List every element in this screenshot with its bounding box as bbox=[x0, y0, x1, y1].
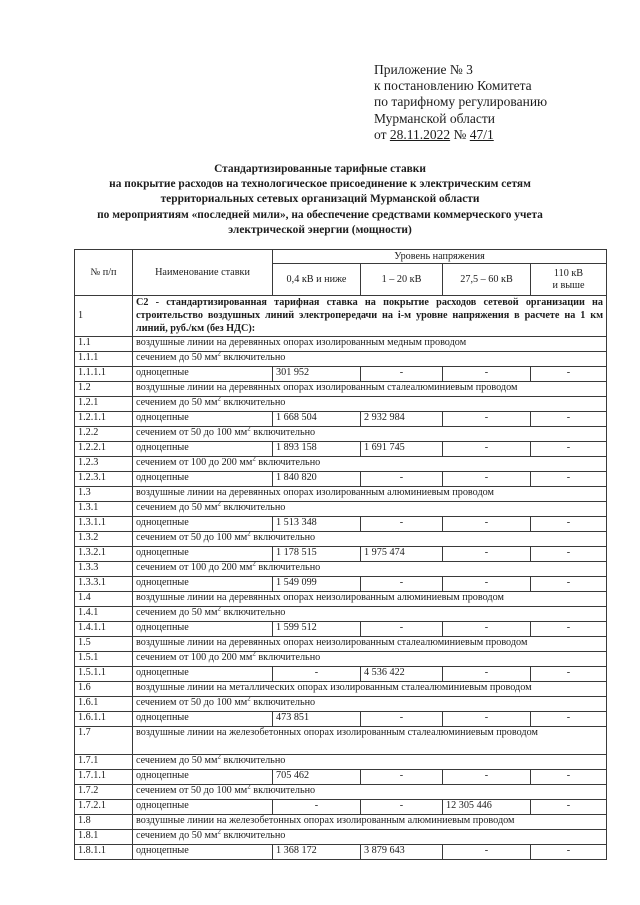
row-text bbox=[133, 785, 607, 800]
row-num: 1.4 bbox=[75, 592, 133, 607]
row-text-main: воздушные линии на деревянных опорах изолированным алюминиевым проводом bbox=[136, 487, 494, 498]
row-num: 1.8 bbox=[75, 815, 133, 830]
row-text-main: сечением до 50 мм bbox=[136, 397, 218, 408]
header-voltage-4-line-1: 110 кВ bbox=[553, 268, 584, 279]
row-value: - bbox=[531, 845, 607, 860]
table-row bbox=[75, 712, 607, 727]
section-row bbox=[75, 296, 607, 337]
row-text: одноцепные bbox=[133, 412, 273, 427]
table-row bbox=[75, 845, 607, 860]
unit-exponent: 2 bbox=[217, 396, 221, 403]
row-value: 1 668 504 bbox=[273, 412, 361, 427]
row-value: - bbox=[531, 367, 607, 382]
header-voltage-4 bbox=[531, 264, 607, 296]
header-voltage-2: 1 – 20 кВ bbox=[361, 264, 443, 296]
row-num: 1.3.2 bbox=[75, 532, 133, 547]
row-num: 1.2.3.1 bbox=[75, 472, 133, 487]
row-value: - bbox=[443, 547, 531, 562]
row-value: - bbox=[361, 800, 443, 815]
row-value: - bbox=[531, 517, 607, 532]
row-value: - bbox=[443, 770, 531, 785]
row-value: - bbox=[443, 412, 531, 427]
title-line-1: Стандартизированные тарифные ставки bbox=[214, 163, 426, 175]
row-text-main: сечением до 50 мм bbox=[136, 352, 218, 363]
row-text-main: сечением от 100 до 200 мм bbox=[136, 457, 253, 468]
row-text-main: воздушные линии на металлических опорах изолированным сталеалюминиевым проводом bbox=[136, 682, 532, 693]
row-text-tail: включительно bbox=[250, 785, 316, 796]
row-num: 1.6.1 bbox=[75, 697, 133, 712]
date-prefix: от bbox=[374, 126, 390, 142]
table-row bbox=[75, 800, 607, 815]
row-text bbox=[133, 830, 607, 845]
row-value: - bbox=[531, 412, 607, 427]
row-text-main: воздушные линии на железобетонных опорах изолированным сталеалюминиевым проводом bbox=[136, 727, 538, 738]
row-num: 1.2.1.1 bbox=[75, 412, 133, 427]
row-text bbox=[133, 755, 607, 770]
header-voltage-1: 0,4 кВ и ниже bbox=[273, 264, 361, 296]
row-value: 1 599 512 bbox=[273, 622, 361, 637]
table-row bbox=[75, 562, 607, 577]
appendix-line-3: по тарифному регулированию bbox=[374, 94, 548, 110]
appendix-line-1: Приложение № 3 bbox=[374, 62, 473, 77]
title-line-3: территориальных сетевых организаций Мурманской области bbox=[160, 193, 480, 206]
row-text: одноцепные bbox=[133, 517, 273, 532]
row-text: одноцепные bbox=[133, 667, 273, 682]
row-num: 1.1.1.1 bbox=[75, 367, 133, 382]
table-row bbox=[75, 785, 607, 800]
row-text-tail: включительно bbox=[220, 755, 286, 766]
row-text-tail: включительно bbox=[255, 652, 321, 663]
row-value: - bbox=[443, 667, 531, 682]
row-value: 1 368 172 bbox=[273, 845, 361, 860]
row-num: 1.5.1 bbox=[75, 652, 133, 667]
table-row bbox=[75, 352, 607, 367]
row-num: 1.5 bbox=[75, 637, 133, 652]
row-text bbox=[133, 697, 607, 712]
row-text-main: сечением до 50 мм bbox=[136, 830, 218, 841]
row-num: 1.2 bbox=[75, 382, 133, 397]
row-num: 1.1 bbox=[75, 337, 133, 352]
resolution-number: 47/1 bbox=[469, 126, 494, 142]
row-num: 1.2.1 bbox=[75, 397, 133, 412]
row-value: 1 975 474 bbox=[361, 547, 443, 562]
table-row bbox=[75, 697, 607, 712]
unit-exponent: 2 bbox=[217, 501, 221, 508]
row-num: 1.7.2.1 bbox=[75, 800, 133, 815]
unit-exponent: 2 bbox=[252, 456, 256, 463]
row-value: - bbox=[531, 712, 607, 727]
row-num: 1.3.1 bbox=[75, 502, 133, 517]
row-value: - bbox=[443, 367, 531, 382]
row-text-tail: включительно bbox=[220, 352, 286, 363]
header-num: № п/п bbox=[75, 250, 133, 296]
row-num: 1.2.3 bbox=[75, 457, 133, 472]
unit-exponent: 2 bbox=[252, 561, 256, 568]
title-line-2: на покрытие расходов на технологическое присоединение к электрическим сетям bbox=[109, 178, 531, 191]
title-line-4: по мероприятиям «последней мили», на обеспечение средствами коммерческого учета bbox=[97, 208, 543, 221]
row-text bbox=[133, 427, 607, 442]
row-value: 1 549 099 bbox=[273, 577, 361, 592]
unit-exponent: 2 bbox=[247, 696, 251, 703]
appendix-line-2: к постановлению Комитета bbox=[374, 78, 532, 94]
row-value: - bbox=[443, 845, 531, 860]
row-value: - bbox=[531, 800, 607, 815]
row-text-tail: включительно bbox=[255, 562, 321, 573]
row-text-tail: включительно bbox=[250, 697, 316, 708]
row-value: - bbox=[531, 667, 607, 682]
table-row bbox=[75, 830, 607, 845]
row-value: 705 462 bbox=[273, 770, 361, 785]
row-text-main: сечением до 50 мм bbox=[136, 502, 218, 513]
row-text-tail: включительно bbox=[255, 457, 321, 468]
row-text-main: сечением от 50 до 100 мм bbox=[136, 532, 248, 543]
table-row bbox=[75, 622, 607, 637]
row-value: - bbox=[443, 577, 531, 592]
row-text: одноцепные bbox=[133, 712, 273, 727]
row-value: 1 513 348 bbox=[273, 517, 361, 532]
row-text-main: воздушные линии на железобетонных опорах изолированным алюминиевым проводом bbox=[136, 815, 515, 826]
row-text bbox=[133, 337, 607, 352]
unit-exponent: 2 bbox=[252, 651, 256, 658]
row-text-main: сечением от 100 до 200 мм bbox=[136, 562, 253, 573]
row-text-main: воздушные линии на деревянных опорах неизолированным алюминиевым проводом bbox=[136, 592, 504, 603]
row-text-tail: включительно bbox=[220, 502, 286, 513]
row-num: 1.3.3 bbox=[75, 562, 133, 577]
row-text-main: сечением от 50 до 100 мм bbox=[136, 697, 248, 708]
table-row bbox=[75, 367, 607, 382]
table-row bbox=[75, 517, 607, 532]
row-text: одноцепные bbox=[133, 622, 273, 637]
appendix-date-line bbox=[374, 127, 547, 143]
table-row bbox=[75, 815, 607, 830]
table-row bbox=[75, 637, 607, 652]
row-value: - bbox=[531, 622, 607, 637]
row-text bbox=[133, 382, 607, 397]
table-row bbox=[75, 412, 607, 427]
row-num: 1.3 bbox=[75, 487, 133, 502]
table-row bbox=[75, 382, 607, 397]
row-text-tail: включительно bbox=[250, 427, 316, 438]
row-value: - bbox=[443, 517, 531, 532]
rates-table bbox=[74, 249, 607, 860]
row-text bbox=[133, 637, 607, 652]
row-text bbox=[133, 652, 607, 667]
document-title bbox=[30, 162, 610, 238]
number-prefix: № bbox=[450, 126, 470, 142]
table-row bbox=[75, 487, 607, 502]
row-text bbox=[133, 815, 607, 830]
row-num: 1.3.1.1 bbox=[75, 517, 133, 532]
table-row bbox=[75, 442, 607, 457]
row-num: 1.5.1.1 bbox=[75, 667, 133, 682]
row-num: 1.2.2.1 bbox=[75, 442, 133, 457]
row-text bbox=[133, 592, 607, 607]
row-value: - bbox=[273, 800, 361, 815]
row-value: 301 952 bbox=[273, 367, 361, 382]
table-row bbox=[75, 682, 607, 697]
row-value: - bbox=[361, 367, 443, 382]
table-row bbox=[75, 532, 607, 547]
row-text: одноцепные bbox=[133, 845, 273, 860]
row-num: 1.8.1.1 bbox=[75, 845, 133, 860]
row-value: - bbox=[443, 442, 531, 457]
table-row bbox=[75, 667, 607, 682]
row-num: 1.2.2 bbox=[75, 427, 133, 442]
row-value: 1 691 745 bbox=[361, 442, 443, 457]
row-value: - bbox=[531, 472, 607, 487]
row-value: - bbox=[531, 577, 607, 592]
header-voltage-group: Уровень напряжения bbox=[273, 250, 607, 264]
table-row bbox=[75, 472, 607, 487]
row-num: 1.3.3.1 bbox=[75, 577, 133, 592]
resolution-date: 28.11.2022 bbox=[389, 126, 451, 142]
row-text-tail: включительно bbox=[220, 397, 286, 408]
row-text bbox=[133, 607, 607, 622]
table-row bbox=[75, 457, 607, 472]
row-value: - bbox=[531, 770, 607, 785]
appendix-line-4: Мурманской области bbox=[374, 110, 495, 126]
row-value: - bbox=[361, 770, 443, 785]
row-text-main: воздушные линии на деревянных опорах изолированным сталеалюминиевым проводом bbox=[136, 382, 518, 393]
table-row bbox=[75, 755, 607, 770]
row-text: одноцепные bbox=[133, 770, 273, 785]
row-num: 1.6 bbox=[75, 682, 133, 697]
row-text-tail: включительно bbox=[250, 532, 316, 543]
row-text-main: воздушные линии на деревянных опорах неизолированным сталеалюминиевым проводом bbox=[136, 637, 528, 648]
row-text-tail: включительно bbox=[220, 607, 286, 618]
table-row bbox=[75, 770, 607, 785]
unit-exponent: 2 bbox=[247, 531, 251, 538]
row-text bbox=[133, 487, 607, 502]
row-text-main: сечением до 50 мм bbox=[136, 755, 218, 766]
row-text bbox=[133, 727, 607, 755]
row-value: - bbox=[531, 442, 607, 457]
appendix-block bbox=[374, 62, 547, 143]
table-row bbox=[75, 547, 607, 562]
table-row bbox=[75, 502, 607, 517]
row-text-tail: включительно bbox=[220, 830, 286, 841]
row-value: 1 840 820 bbox=[273, 472, 361, 487]
unit-exponent: 2 bbox=[217, 606, 221, 613]
header-name: Наименование ставки bbox=[133, 250, 273, 296]
section-num: 1 bbox=[75, 296, 133, 337]
row-value: - bbox=[361, 472, 443, 487]
row-value: - bbox=[443, 712, 531, 727]
row-text-main: сечением до 50 мм bbox=[136, 607, 218, 618]
unit-exponent: 2 bbox=[217, 754, 221, 761]
section-text: С2 - стандартизированная тарифная ставка на покрытие расходов сетевой организации на строительство воздушных линий электропередачи на i-м уровне напряжения в расчете на 1 км линий, руб./км (без НДС): bbox=[133, 296, 607, 337]
row-num: 1.7 bbox=[75, 727, 133, 755]
row-num: 1.3.2.1 bbox=[75, 547, 133, 562]
table-row bbox=[75, 592, 607, 607]
row-text: одноцепные bbox=[133, 577, 273, 592]
row-value: 2 932 984 bbox=[361, 412, 443, 427]
unit-exponent: 2 bbox=[247, 426, 251, 433]
row-text-main: сечением от 50 до 100 мм bbox=[136, 427, 248, 438]
row-text bbox=[133, 532, 607, 547]
table-row bbox=[75, 727, 607, 755]
row-text: одноцепные bbox=[133, 472, 273, 487]
row-text: одноцепные bbox=[133, 800, 273, 815]
row-text-main: сечением от 50 до 100 мм bbox=[136, 785, 248, 796]
row-text: одноцепные bbox=[133, 367, 273, 382]
row-text: одноцепные bbox=[133, 442, 273, 457]
title-line-5: электрической энергии (мощности) bbox=[228, 223, 412, 236]
row-text-main: воздушные линии на деревянных опорах изолированным медным проводом bbox=[136, 337, 467, 348]
table-body bbox=[75, 296, 607, 860]
row-value: 4 536 422 bbox=[361, 667, 443, 682]
row-num: 1.7.1.1 bbox=[75, 770, 133, 785]
row-num: 1.8.1 bbox=[75, 830, 133, 845]
row-num: 1.7.1 bbox=[75, 755, 133, 770]
row-text bbox=[133, 562, 607, 577]
row-num: 1.1.1 bbox=[75, 352, 133, 367]
row-text-main: сечением от 100 до 200 мм bbox=[136, 652, 253, 663]
row-num: 1.7.2 bbox=[75, 785, 133, 800]
header-voltage-4-line-2: и выше bbox=[552, 279, 585, 291]
header-voltage-3: 27,5 – 60 кВ bbox=[443, 264, 531, 296]
row-value: 1 893 158 bbox=[273, 442, 361, 457]
table-row bbox=[75, 577, 607, 592]
row-value: - bbox=[443, 472, 531, 487]
row-text: одноцепные bbox=[133, 547, 273, 562]
unit-exponent: 2 bbox=[217, 351, 221, 358]
table-row bbox=[75, 607, 607, 622]
row-value: - bbox=[361, 517, 443, 532]
table-row bbox=[75, 397, 607, 412]
table-row bbox=[75, 652, 607, 667]
unit-exponent: 2 bbox=[247, 784, 251, 791]
row-value: - bbox=[443, 622, 531, 637]
table-header bbox=[75, 250, 607, 296]
row-value: 12 305 446 bbox=[443, 800, 531, 815]
row-text bbox=[133, 457, 607, 472]
row-num: 1.4.1.1 bbox=[75, 622, 133, 637]
row-text bbox=[133, 397, 607, 412]
row-value: 1 178 515 bbox=[273, 547, 361, 562]
row-num: 1.6.1.1 bbox=[75, 712, 133, 727]
row-num: 1.4.1 bbox=[75, 607, 133, 622]
row-value: 473 851 bbox=[273, 712, 361, 727]
table-row bbox=[75, 427, 607, 442]
row-text bbox=[133, 682, 607, 697]
row-value: - bbox=[361, 622, 443, 637]
row-value: - bbox=[273, 667, 361, 682]
row-value: 3 879 643 bbox=[361, 845, 443, 860]
row-text bbox=[133, 502, 607, 517]
row-value: - bbox=[361, 712, 443, 727]
row-value: - bbox=[531, 547, 607, 562]
table-row bbox=[75, 337, 607, 352]
unit-exponent: 2 bbox=[217, 829, 221, 836]
row-text bbox=[133, 352, 607, 367]
row-value: - bbox=[361, 577, 443, 592]
